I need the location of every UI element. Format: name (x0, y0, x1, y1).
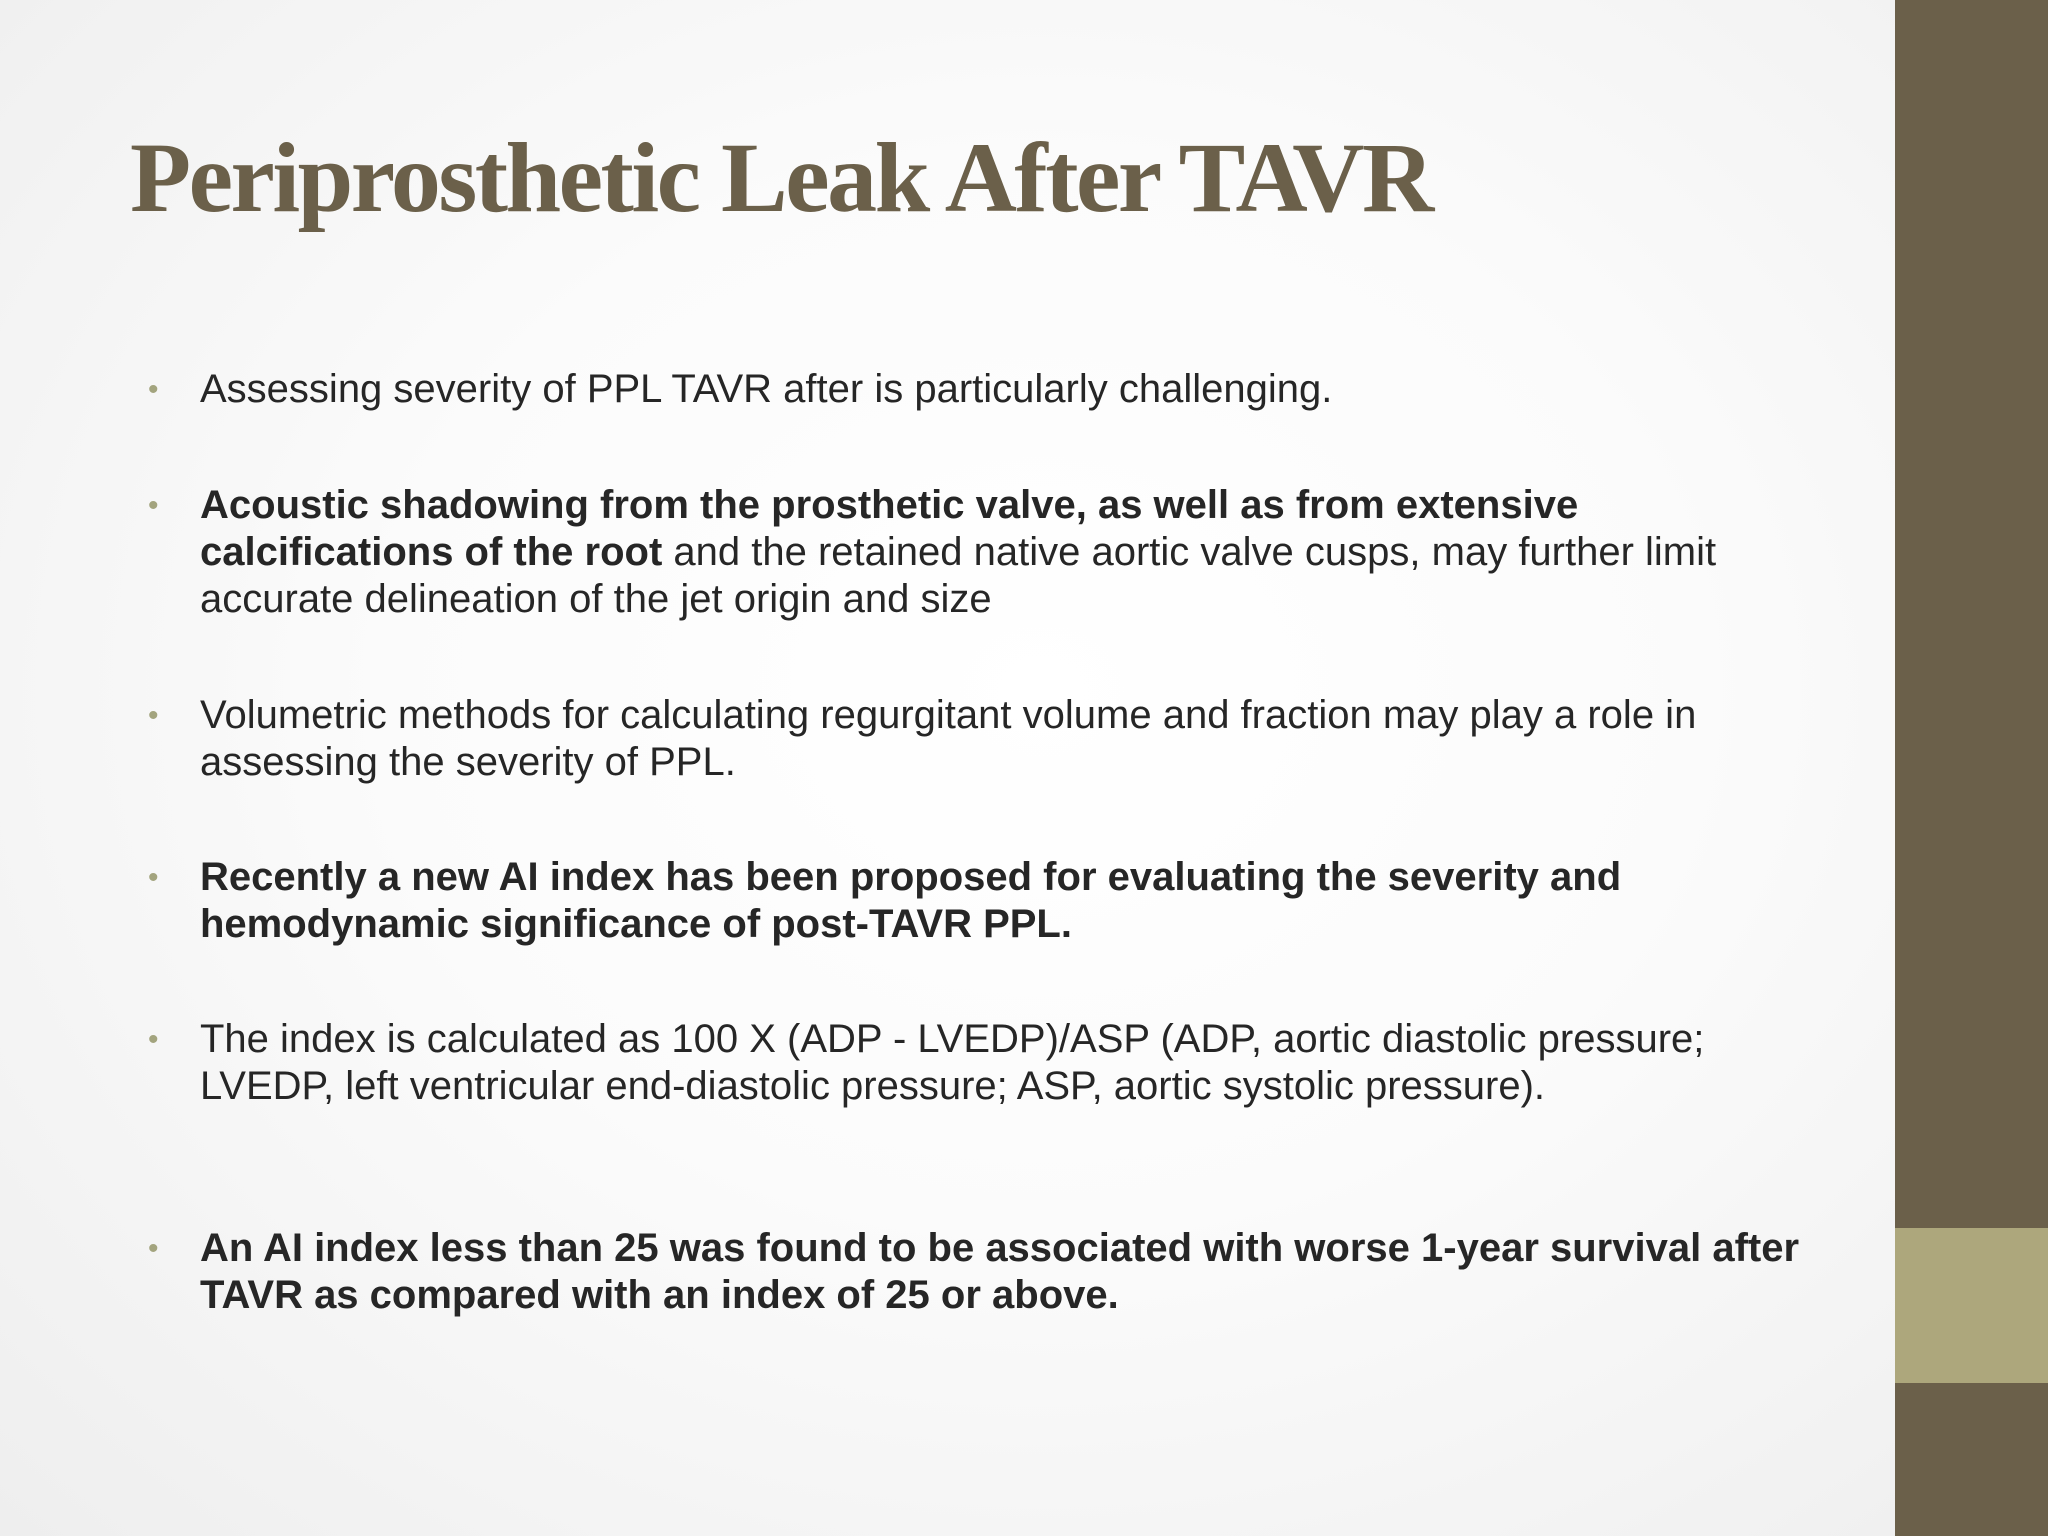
bullet-text: Volumetric methods for calculating regurgitant volume and fraction may play a role in assessing the severity of PPL. (200, 693, 1697, 784)
side-bar-dark-band (1895, 0, 2048, 1228)
bullet-text: and the retained native aortic valve cusps, may further limit accurate delineation of the jet origin and size (200, 530, 1717, 621)
bullet-dot-icon: • (148, 1023, 159, 1056)
bullet-dot-icon: • (148, 861, 159, 894)
bullet-item (148, 1016, 1800, 1110)
bullet-item (148, 1225, 1800, 1319)
side-bar-accent-band (1895, 1228, 2048, 1383)
bullet-bold-text: Acoustic shadowing from the prosthetic valve, as well as from extensive calcifications of the root (200, 483, 1579, 574)
bullet-bold-text: Recently a new AI index has been proposed for evaluating the severity and hemodynamic significance of post-TAVR PPL. (200, 855, 1622, 946)
bullet-dot-icon: • (148, 1232, 159, 1265)
bullet-dot-icon: • (148, 373, 159, 406)
side-bar-dark-band-bottom (1895, 1383, 2048, 1536)
bullet-dot-icon: • (148, 699, 159, 732)
bullet-text: The index is calculated as 100 X (ADP - LVEDP)/ASP (ADP, aortic diastolic pressure; LVEDP, left ventricular end-diastolic pressure; ASP, aortic systolic pressure). (200, 1017, 1705, 1108)
bullet-item (148, 366, 1800, 413)
bullet-item (148, 854, 1800, 948)
bullet-bold-text: An AI index less than 25 was found to be associated with worse 1-year survival after TAVR as compared with an index of 25 or above. (200, 1226, 1800, 1317)
bullet-text: Assessing severity of PPL TAVR after is particularly challenging. (200, 367, 1333, 411)
bullet-item (148, 482, 1800, 623)
bullet-dot-icon: • (148, 489, 159, 522)
slide-title: Periprosthetic Leak After TAVR (130, 122, 1432, 233)
bullet-item (148, 692, 1800, 786)
decorative-side-bar (1895, 0, 2048, 1536)
